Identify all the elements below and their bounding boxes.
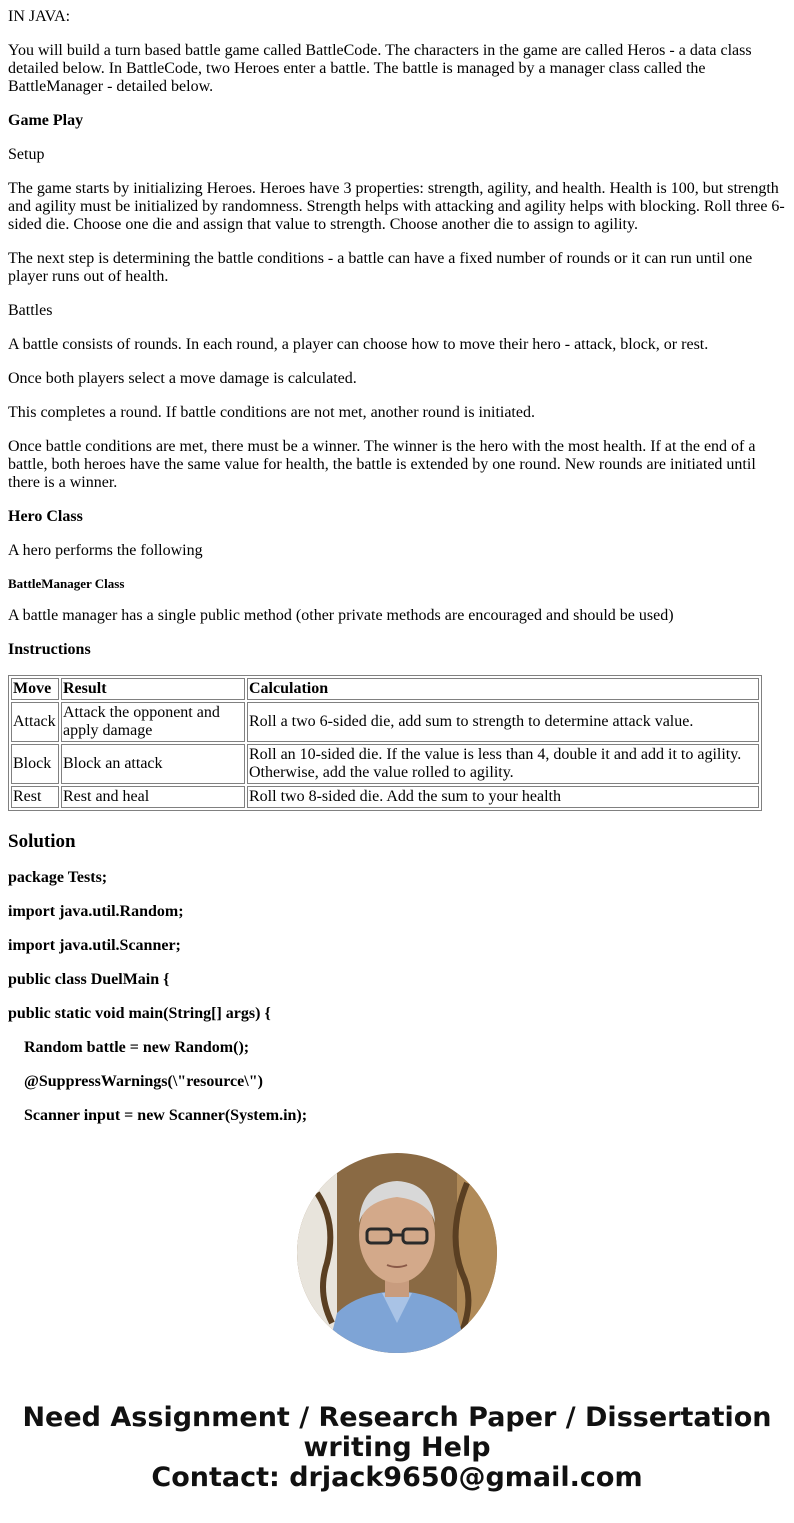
table-header: Result — [61, 678, 245, 700]
banner-contact[interactable]: Contact: drjack9650@gmail.com — [151, 1462, 643, 1493]
setup-label: Setup — [8, 146, 45, 163]
help-banner — [0, 1403, 794, 1493]
hero-paragraph: A hero performs the following — [8, 542, 203, 559]
banner-line-2: writing Help — [303, 1432, 491, 1463]
code-line: import java.util.Random; — [8, 903, 184, 920]
instructions-heading: Instructions — [8, 641, 91, 658]
table-cell: Block — [11, 744, 59, 784]
manager-heading: BattleManager Class — [8, 576, 125, 591]
table-header: Move — [11, 678, 59, 700]
code-line: public static void main(String[] args) { — [8, 1005, 271, 1022]
code-line: Scanner input = new Scanner(System.in); — [24, 1107, 308, 1124]
table-cell: Attack — [11, 702, 59, 742]
intro-lang: IN JAVA: — [8, 8, 71, 25]
banner-line-1: Need Assignment / Research Paper / Dissertation — [22, 1402, 772, 1433]
code-line: Random battle = new Random(); — [24, 1039, 250, 1056]
battles-label: Battles — [8, 302, 53, 319]
table-cell: Rest and heal — [61, 786, 245, 808]
solution-heading: Solution — [8, 831, 76, 852]
battles-paragraph-2: Once both players select a move damage is calculated. — [8, 370, 357, 387]
table-cell: Roll two 8-sided die. Add the sum to your health — [247, 786, 759, 808]
manager-paragraph: A battle manager has a single public method (other private methods are encouraged and should be used) — [8, 607, 674, 624]
table-header-row — [11, 678, 759, 700]
table-cell: Rest — [11, 786, 59, 808]
intro-paragraph: You will build a turn based battle game called BattleCode. The characters in the game are called Heros - a data class detailed below. In BattleCode, two Heroes enter a battle. The battle is managed by a manager class called the BattleManager - detailed below. — [8, 42, 752, 95]
gameplay-heading: Game Play — [8, 112, 84, 129]
code-line: public class DuelMain { — [8, 971, 170, 988]
code-line: package Tests; — [8, 869, 108, 886]
battles-paragraph-1: A battle consists of rounds. In each round, a player can choose how to move their hero - attack, block, or rest. — [8, 336, 709, 353]
table-header: Calculation — [247, 678, 759, 700]
author-avatar — [297, 1153, 497, 1353]
table-row — [11, 786, 759, 808]
setup-paragraph: The game starts by initializing Heroes. Heroes have 3 properties: strength, agility, and health. Health is 100, but strength and agility must be initialized by randomness. Strength helps with attacking and agility helps with blocking. Roll three 6-sided die. Choose one die and assign that value to strength. Choose another die to assign to agility. — [8, 180, 785, 233]
battles-paragraph-3: This completes a round. If battle conditions are not met, another round is initiated. — [8, 404, 535, 421]
table-cell: Roll an 10-sided die. If the value is less than 4, double it and add it to agility. Otherwise, add the value rolled to agility. — [247, 744, 759, 784]
instructions-table — [8, 675, 762, 811]
table-row — [11, 702, 759, 742]
table-row — [11, 744, 759, 784]
table-cell: Attack the opponent and apply damage — [61, 702, 245, 742]
code-line: @SuppressWarnings(\"resource\") — [24, 1073, 263, 1090]
table-cell: Roll a two 6-sided die, add sum to strength to determine attack value. — [247, 702, 759, 742]
code-line: import java.util.Scanner; — [8, 937, 181, 954]
table-cell: Block an attack — [61, 744, 245, 784]
conditions-paragraph: The next step is determining the battle conditions - a battle can have a fixed number of rounds or it can run until one player runs out of health. — [8, 250, 753, 285]
author-photo-icon — [297, 1153, 497, 1353]
battles-paragraph-4: Once battle conditions are met, there must be a winner. The winner is the hero with the most health. If at the end of a battle, both heroes have the same value for health, the battle is extended by one round. New rounds are initiated until there is a winner. — [8, 438, 756, 491]
hero-heading: Hero Class — [8, 508, 83, 525]
